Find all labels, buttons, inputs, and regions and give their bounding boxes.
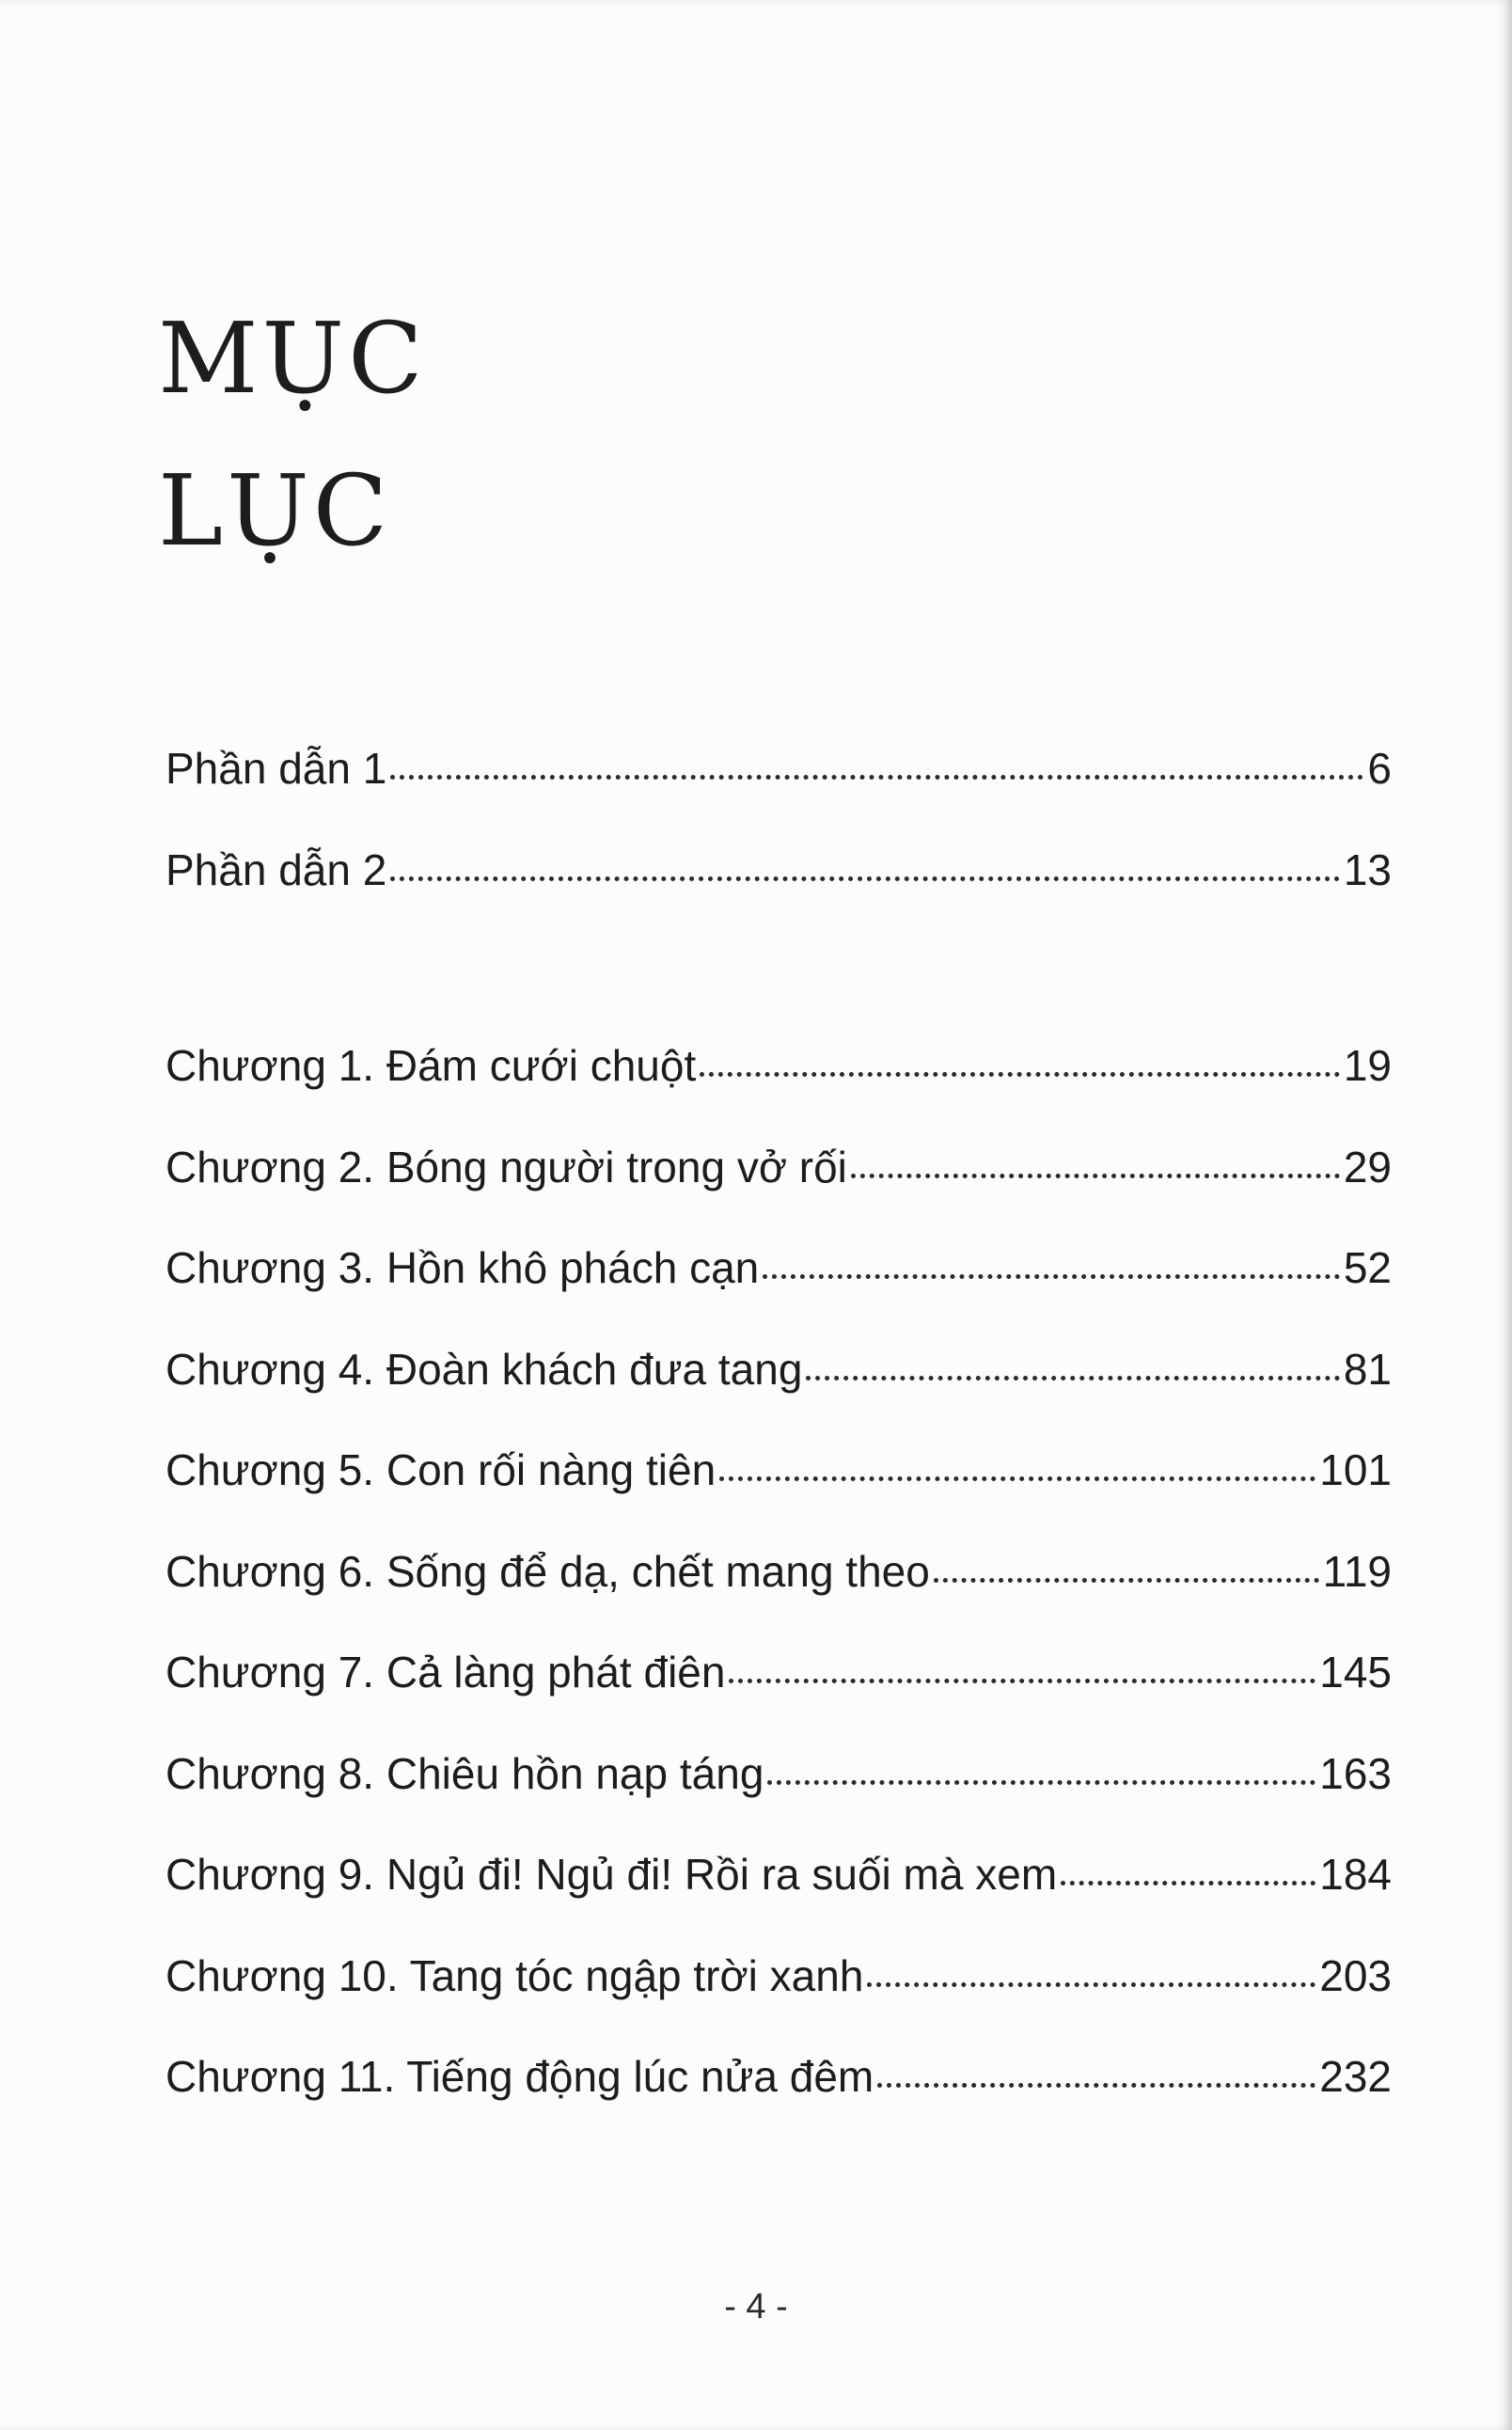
toc-entry-title: Chương 1. Đám cưới chuột bbox=[165, 1041, 697, 1090]
toc-entry-page: 52 bbox=[1343, 1243, 1392, 1292]
toc-entry-title: Chương 9. Ngủ đi! Ngủ đi! Rồi ra suối mà xem bbox=[165, 1850, 1058, 1899]
toc-entry-page: 145 bbox=[1319, 1648, 1392, 1696]
toc-entry-title: Chương 11. Tiếng động lúc nửa đêm bbox=[165, 2052, 874, 2101]
toc-leader-dots bbox=[390, 876, 1340, 881]
toc-entry-page: 6 bbox=[1367, 744, 1392, 793]
toc-entry-title: Chương 2. Bóng người trong vở rối bbox=[165, 1142, 847, 1191]
page-number-footer: - 4 - bbox=[724, 2287, 788, 2327]
toc-leader-dots bbox=[867, 1982, 1315, 1987]
toc-entry-title: Chương 10. Tang tóc ngập trời xanh bbox=[165, 1950, 864, 2000]
toc-leader-dots bbox=[851, 1174, 1340, 1178]
toc-entry-title: Chương 3. Hồn khô phách cạn bbox=[165, 1243, 760, 1292]
toc-leader-dots bbox=[700, 1072, 1340, 1077]
toc-chapter-list bbox=[165, 1040, 1392, 2153]
toc-entry bbox=[165, 1242, 1392, 1344]
toc-entry-page: 13 bbox=[1343, 844, 1392, 894]
toc-entry-title: Chương 4. Đoàn khách đưa tang bbox=[165, 1344, 803, 1394]
toc-entry bbox=[165, 1142, 1392, 1243]
toc-entry-title: Chương 5. Con rối nàng tiên bbox=[165, 1445, 717, 1494]
toc-leader-dots bbox=[719, 1476, 1315, 1481]
toc-leader-dots bbox=[1061, 1881, 1315, 1886]
toc-entry bbox=[165, 1546, 1392, 1648]
toc-leader-dots bbox=[934, 1578, 1319, 1583]
toc-entry bbox=[165, 1950, 1392, 2052]
toc-entry bbox=[165, 743, 1392, 844]
toc-entry bbox=[165, 1849, 1392, 1950]
toc-entry-page: 101 bbox=[1319, 1445, 1392, 1494]
toc-entry bbox=[165, 1748, 1392, 1850]
toc-entry bbox=[165, 1647, 1392, 1748]
toc-entry-page: 81 bbox=[1343, 1344, 1392, 1394]
toc-entry bbox=[165, 1344, 1392, 1445]
page-title bbox=[158, 282, 427, 587]
toc-entry-page: 19 bbox=[1343, 1041, 1392, 1090]
toc-entry-title: Chương 8. Chiêu hồn nạp táng bbox=[165, 1748, 764, 1798]
toc-leader-dots bbox=[390, 775, 1363, 780]
toc-entry-title: Phần dẫn 2 bbox=[165, 844, 387, 894]
toc-leader-dots bbox=[877, 2083, 1315, 2088]
toc-leader-dots bbox=[763, 1274, 1340, 1279]
toc-entry-title: Phần dẫn 1 bbox=[165, 744, 387, 793]
toc-entry bbox=[165, 1444, 1392, 1546]
toc-entry-title: Chương 6. Sống để dạ, chết mang theo bbox=[165, 1546, 930, 1596]
toc-entry-page: 119 bbox=[1322, 1546, 1392, 1596]
toc-entry-page: 203 bbox=[1319, 1950, 1392, 2000]
title-line-2: LỤC bbox=[158, 453, 392, 568]
toc-intro-list bbox=[165, 743, 1392, 945]
toc-leader-dots bbox=[767, 1780, 1315, 1785]
toc-entry-page: 163 bbox=[1319, 1748, 1392, 1798]
toc-entry-page: 29 bbox=[1343, 1142, 1392, 1191]
toc-entry-page: 184 bbox=[1319, 1850, 1392, 1899]
toc-leader-dots bbox=[806, 1376, 1339, 1381]
toc-leader-dots bbox=[729, 1679, 1315, 1683]
toc-entry bbox=[165, 1040, 1392, 1142]
toc-entry-page: 232 bbox=[1319, 2052, 1392, 2101]
title-line-1: MỤC bbox=[158, 301, 427, 416]
toc-entry-title: Chương 7. Cả làng phát điên bbox=[165, 1648, 726, 1696]
toc-entry bbox=[165, 844, 1392, 946]
toc-entry bbox=[165, 2051, 1392, 2153]
